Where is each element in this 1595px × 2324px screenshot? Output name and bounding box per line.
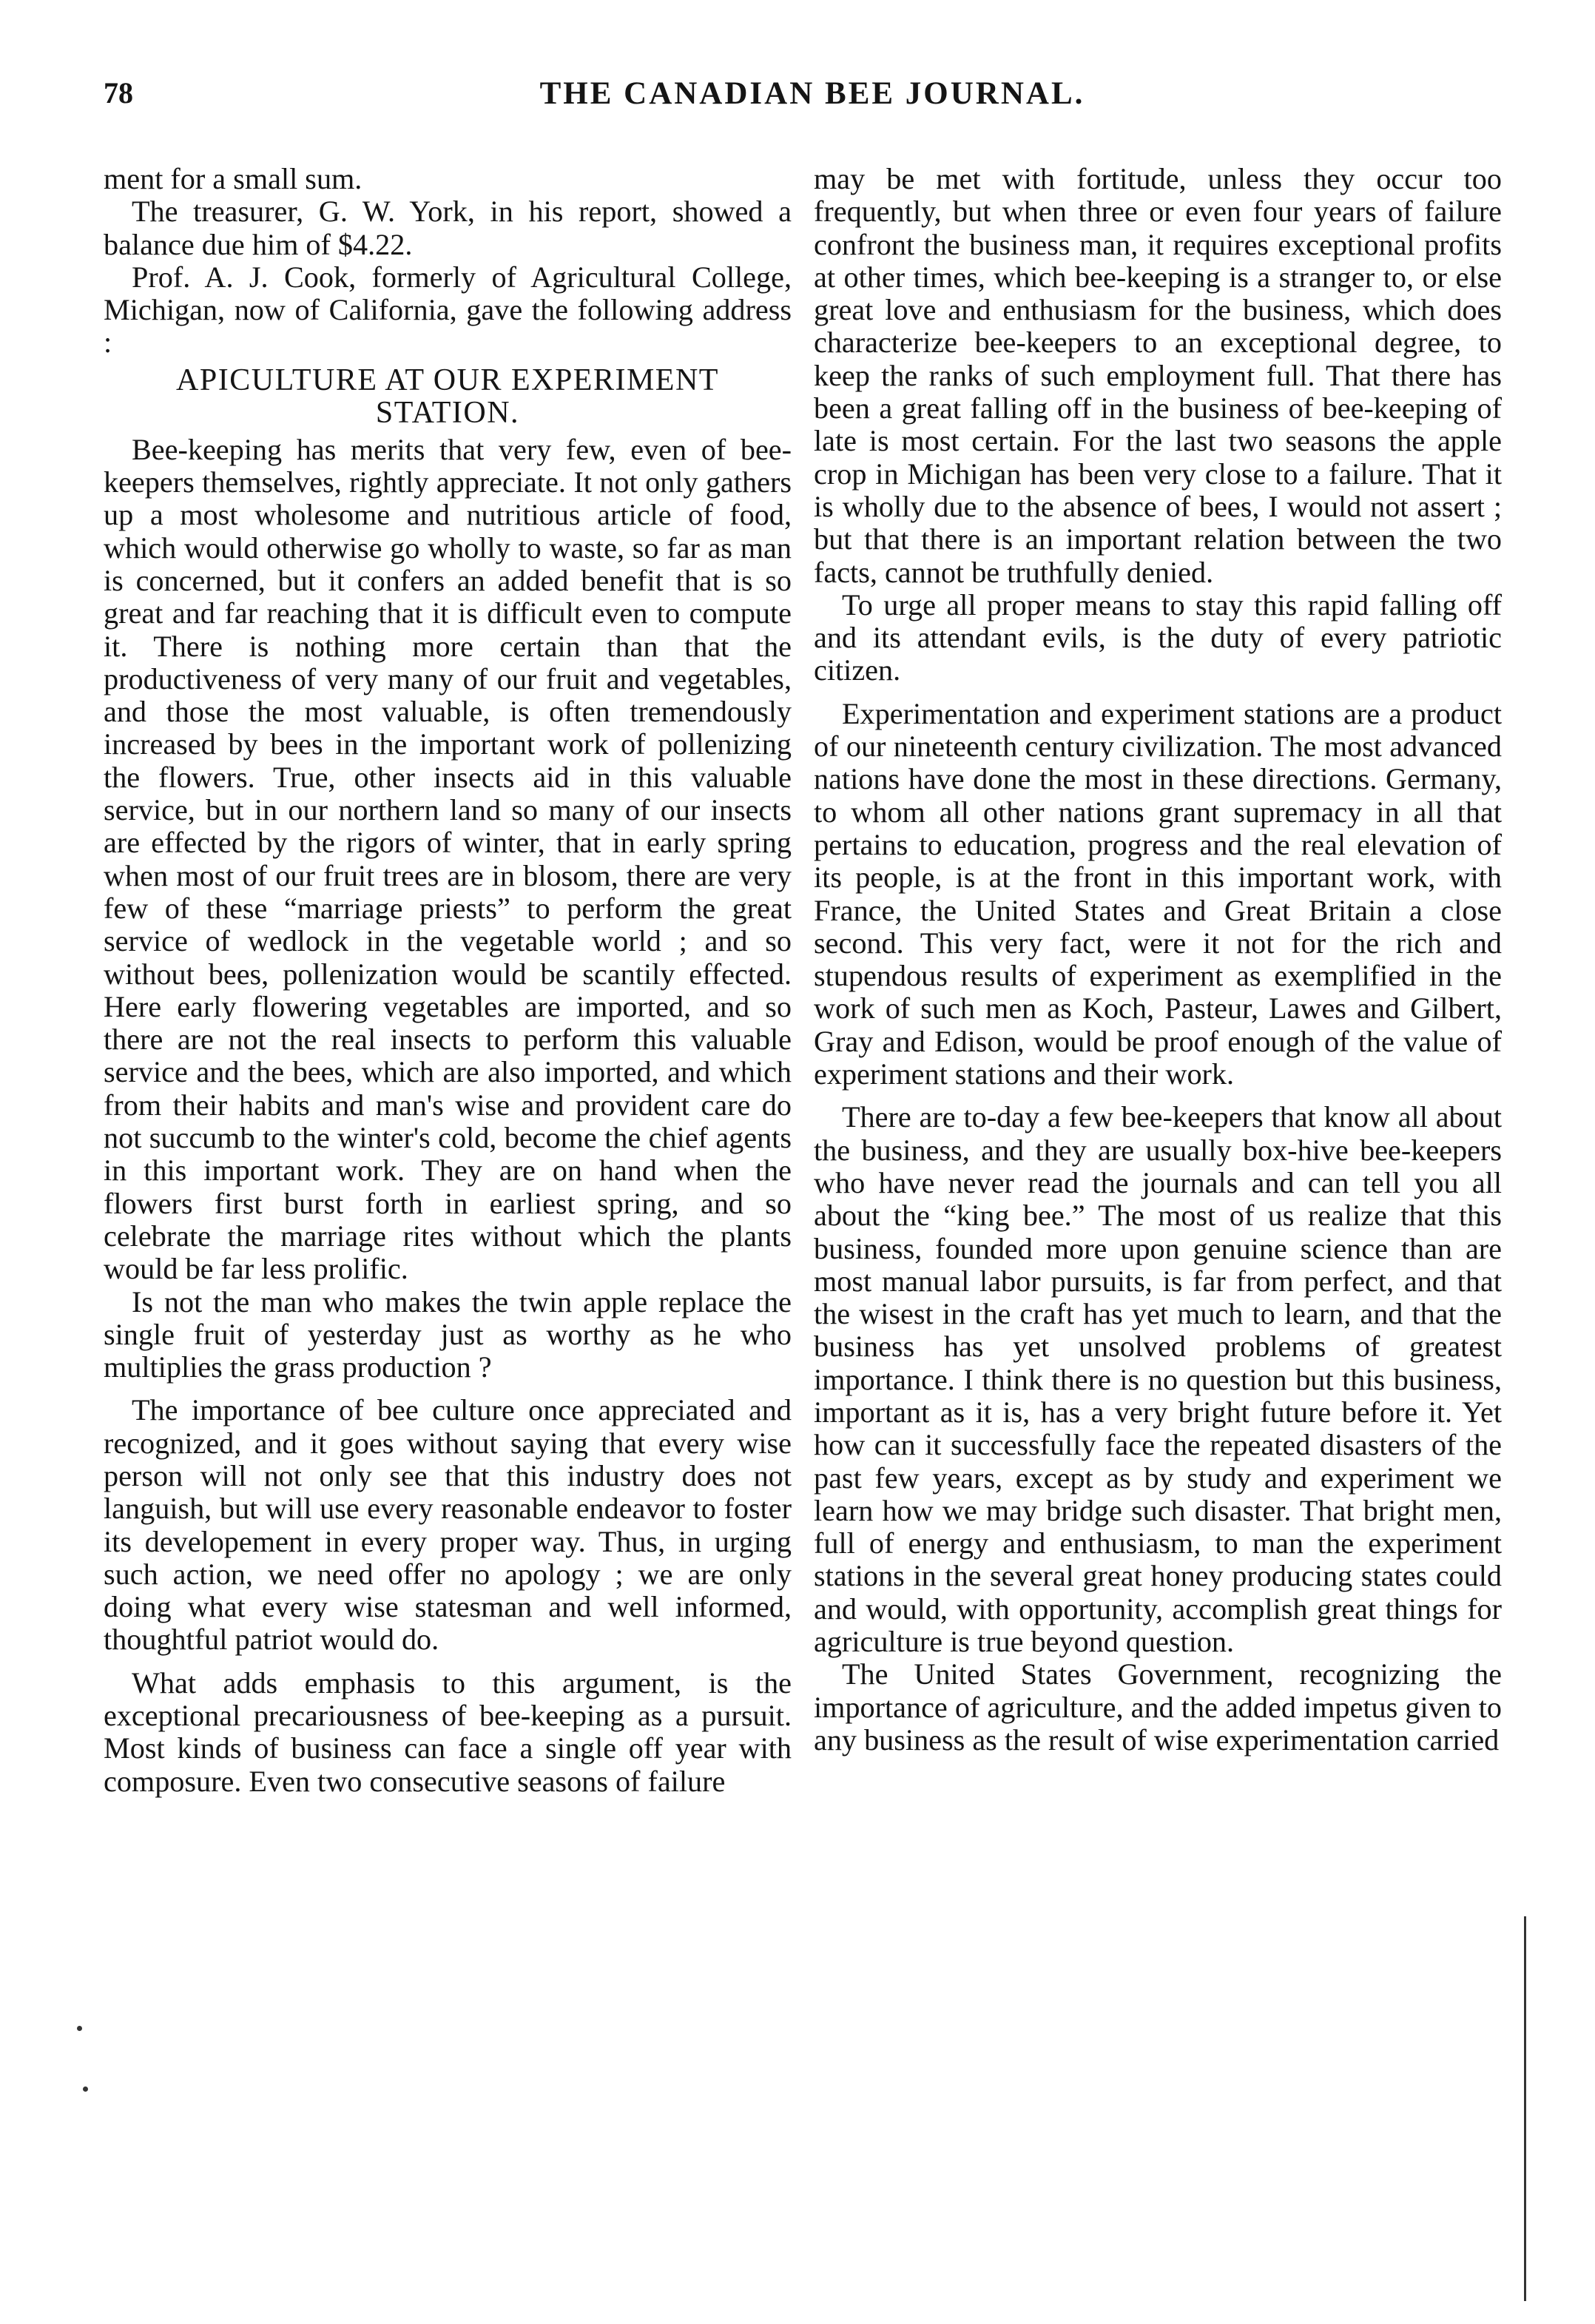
paragraph: The importance of bee culture once appreciated and recognized, and it goes without saying that every wise person will not only see that this industry does not languish, but will use every reasonable endeavor to foster its developement in every proper way. Thus, in urging such action, we need offer no apology ; we are only doing what every wise statesman and well informed, thoughtful patriot would do. [104,1393,792,1657]
page-number: 78 [104,76,133,110]
paragraph: may be met with fortitude, unless they occur too frequently, but when three or even four years of failure confront the business man, it requires exceptional profits at other times, which bee-keeping is a stranger to, or else great love and enthusiasm for the business, which does characterize bee-keepers to an exceptional degree, to keep the ranks of such employment full. That there has been a great falling off in the business of bee-keeping of late is most certain. For the last two seasons the apple crop in Michigan has been very close to a failure. That it is wholly due to the absence of bees, I would not assert ; but that there is an important relation between the two facts, cannot be truthfully denied. [814,162,1502,589]
column-edge-rule [1524,1916,1526,2301]
paragraph: Prof. A. J. Cook, formerly of Agricultural College, Michigan, now of California, gave the following address : [104,260,792,360]
paragraph: Bee-keeping has merits that very few, even of bee-keepers themselves, rightly appreciate. It not only gathers up a most wholesome and nutritious article of food, which would otherwise go wholly to waste, so far as man is concerned, but it confers an added benefit that is so great and far reaching that it is difficult even to compute it. There is nothing more certain than that the productiveness of very many of our fruit and vegetables, and those the most valuable, is often tremendously increased by bees in the important work of pollenizing the flowers. True, other insects aid in this valuable service, but in our northern land so many of our insects are effected by the rigors of winter, that in early spring when most of our fruit trees are in blosom, there are very few of these “marriage priests” to perform the great service of wedlock in the vegetable world ; and so without bees, pollenization would be scantily effected. Here early flowering vegetables are imported, and so there are not the real insects to perform this valuable service and the bees, which are also imported, and which from their habits and man's wise and provident care do not succumb to the winter's cold, become the chief agents in this important work. They are on hand when the flowers first burst forth in earliest spring, and so celebrate the marriage rites without which the plants would be far less prolific. [104,432,792,1286]
right-column [814,163,1502,1757]
print-mark [83,2086,88,2092]
paragraph: The United States Government, recognizing the importance of agriculture, and the added impetus given to any business as the result of wise experimentation carried [814,1657,1502,1757]
paragraph: The treasurer, G. W. York, in his report, showed a balance due him of $4.22. [104,195,792,261]
paragraph: To urge all proper means to stay this rapid falling off and its attendant evils, is the duty of every patriotic citizen. [814,587,1502,687]
paragraph: Is not the man who makes the twin apple replace the single fruit of yesterday just as worthy as he who multiplies the grass production ? [104,1284,792,1384]
paragraph: What adds emphasis to this argument, is the exceptional precariousness of bee-keeping as a pursuit. Most kinds of business can face a single off year with composure. Even two consecutive seasons of failure [104,1665,792,1798]
paragraph: Experimentation and experiment stations are a product of our nineteenth century civilization. The most advanced nations have done the most in these directions. Germany, to whom all other nations grant supremacy in all that pertains to education, progress and the real elevation of its people, is at the front in this important work, with France, the United States and Great Britain a close second. This very fact, were it not for the rich and stupendous results of experiment as exemplified in the work of such men as Koch, Pasteur, Lawes and Gilbert, Gray and Edison, would be proof enough of the value of experiment stations and their work. [814,696,1502,1091]
article-heading: APICULTURE AT OUR EXPERIMENT STATION. [176,363,719,430]
print-mark [77,2026,82,2031]
left-column [104,163,792,1798]
journal-title: THE CANADIAN BEE JOURNAL. [539,76,1085,111]
page-header [104,75,1521,127]
paragraph: There are to-day a few bee-keepers that know all about the business, and they are usually box-hive bee-keepers who have never read the journals and can tell you all about the “king bee.” The most of us realize that this business, founded more upon genuine science than are most manual labor pursuits, is far from perfect, and that the wisest in the craft has yet much to learn, and that the business has yet unsolved problems of greatest importance. I think there is no question but this business, important as it is, has a very bright future before it. Yet how can it successfully face the repeated disasters of the past few years, except as by study and experiment we learn how we may bridge such disaster. That bright men, full of energy and enthusiasm, to man the experiment stations in the several great honey producing states could and would, with opportunity, accomplish great things for agriculture is true beyond question. [814,1100,1502,1659]
paragraph: ment for a small sum. [104,162,362,195]
